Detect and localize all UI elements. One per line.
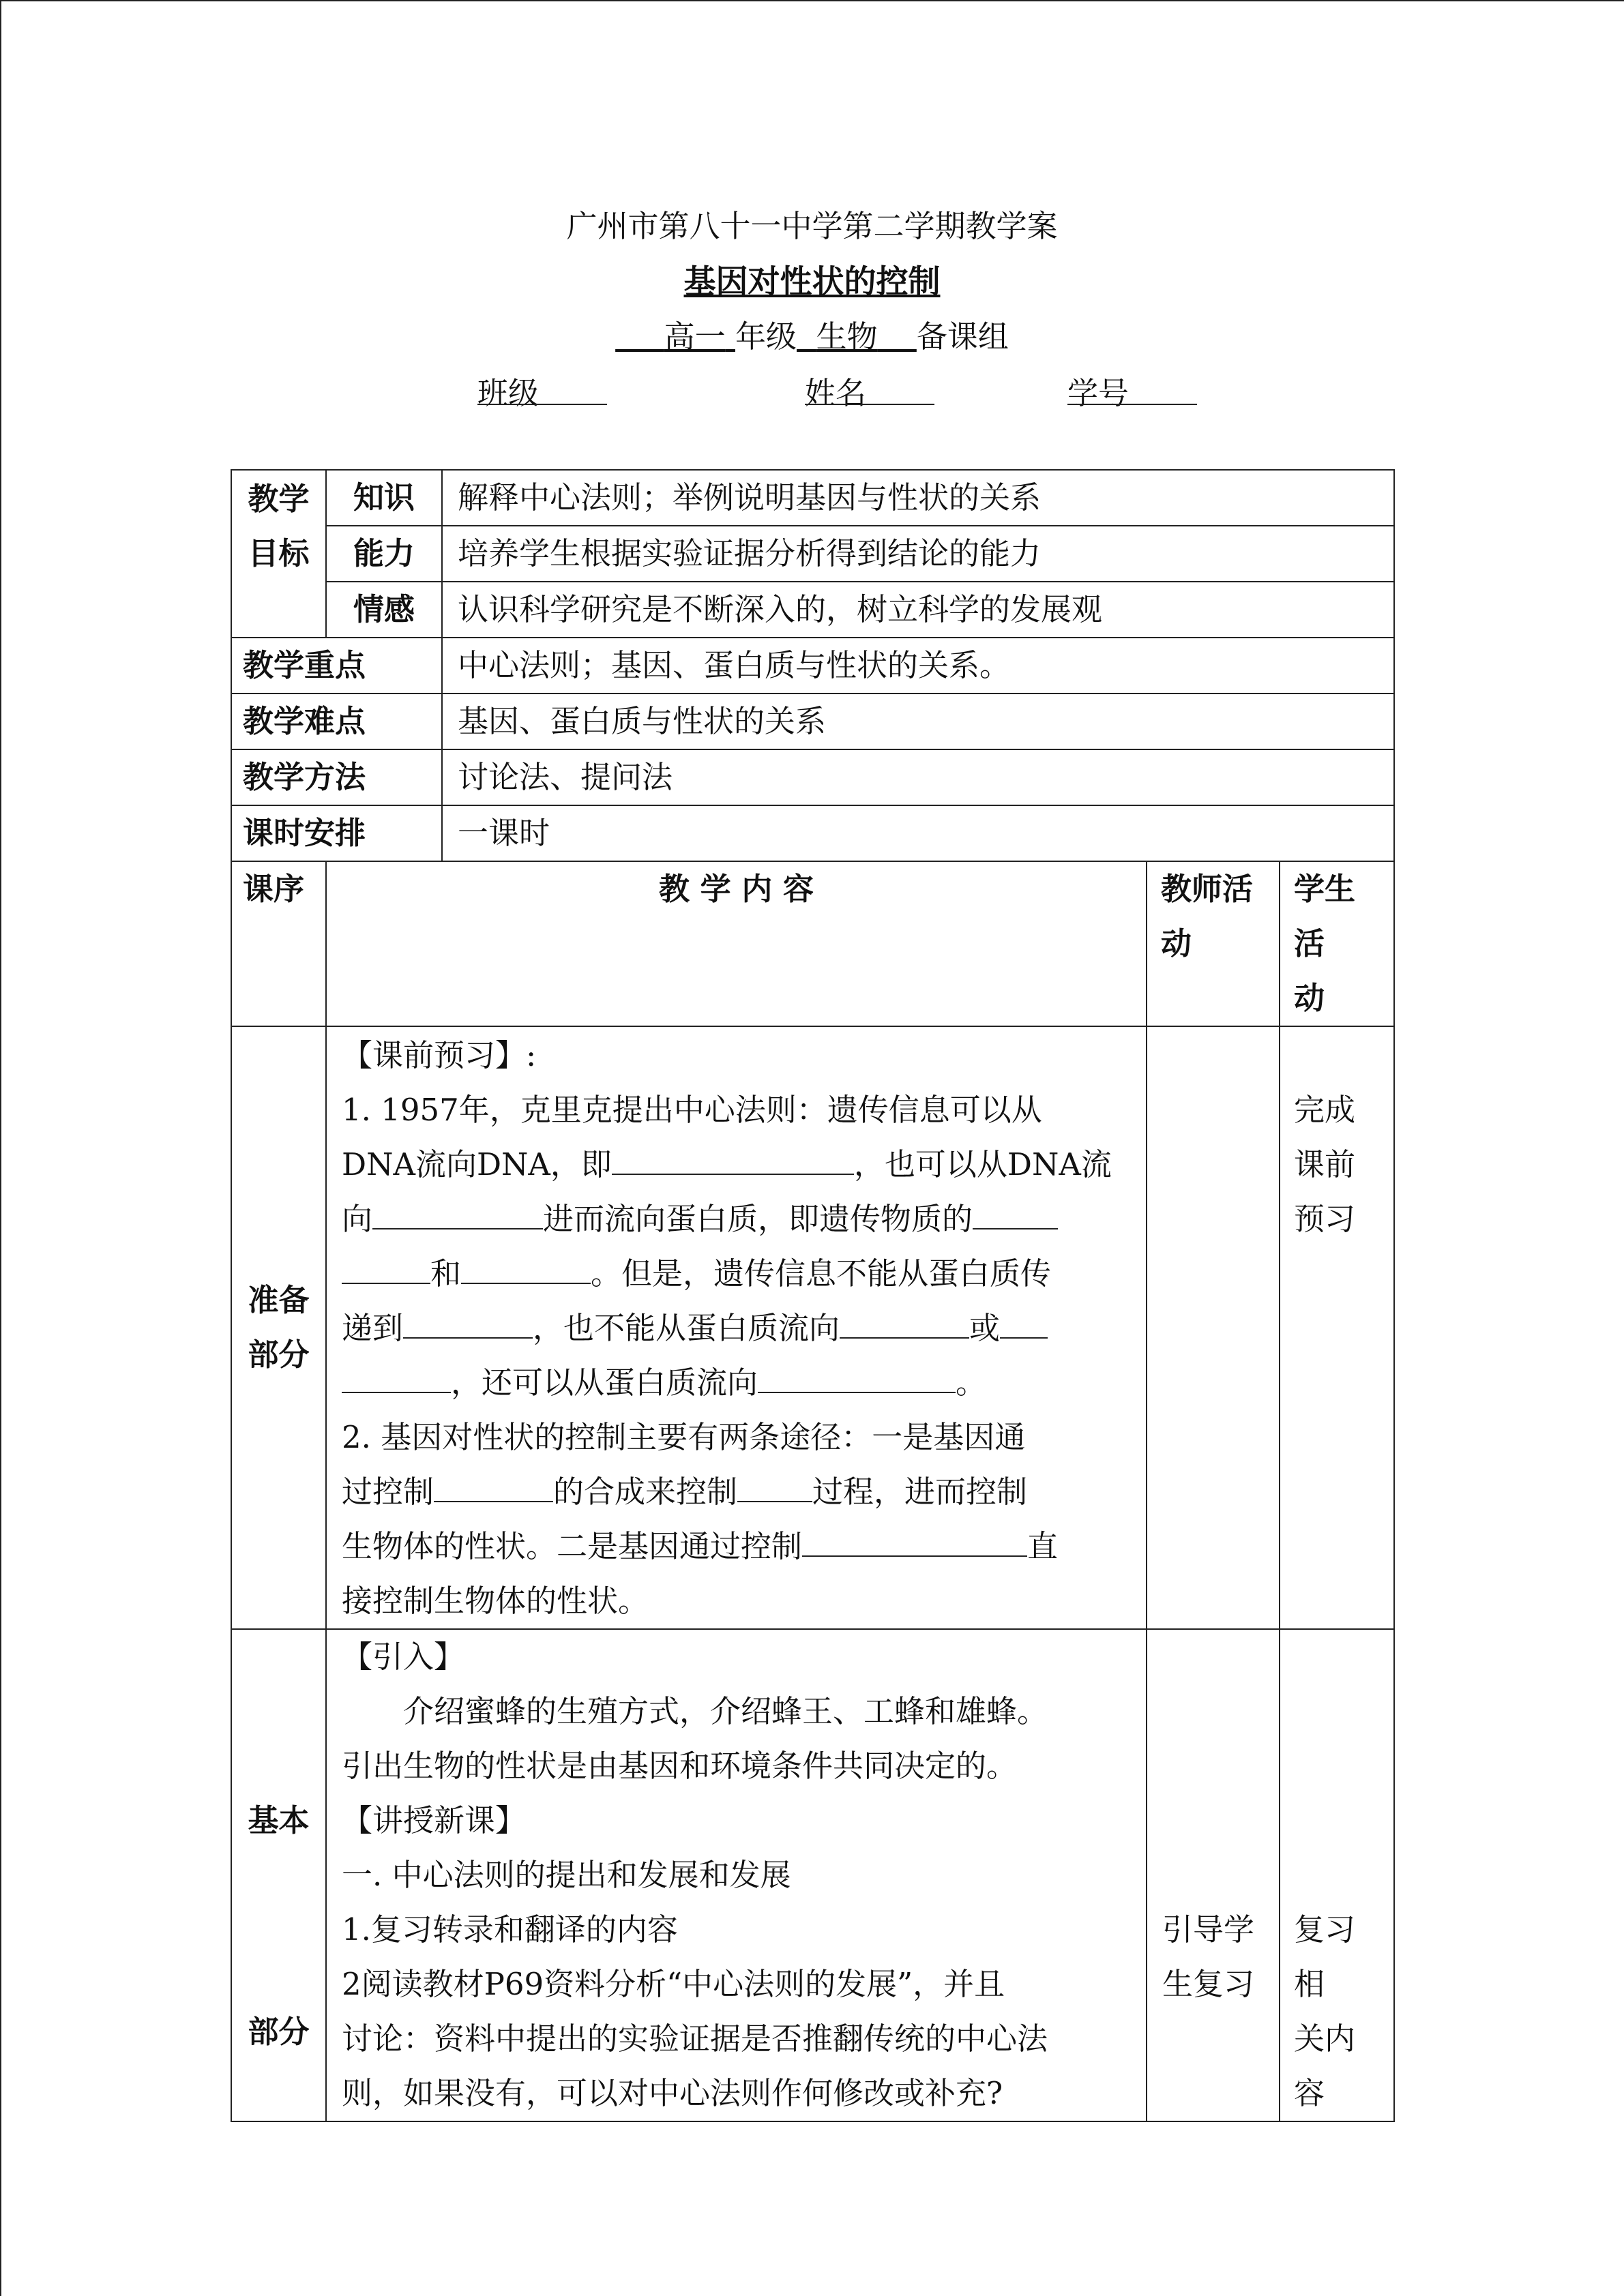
info-label: 教学难点 xyxy=(231,694,442,749)
fill-blank[interactable] xyxy=(612,1138,854,1175)
info-row-schedule xyxy=(231,805,1394,861)
basic-student-line: 关内容 xyxy=(1294,2021,1356,2111)
column-teacher-line-1: 教师活 xyxy=(1161,871,1254,907)
intro-line: 介绍蜜蜂的生殖方式，介绍蜂王、工蜂和雄蜂。 xyxy=(403,1693,1048,1729)
lecture-item: 1.复习转录和翻译的内容 xyxy=(342,1911,678,1948)
document-header xyxy=(0,205,1624,364)
fill-blank[interactable] xyxy=(758,1356,956,1393)
objective-row-knowledge xyxy=(231,470,1394,526)
column-student-line-2: 动 xyxy=(1294,980,1325,1016)
objectives-label xyxy=(231,470,326,638)
column-content: 教 学 内 容 xyxy=(326,861,1147,1026)
lesson-title: 基因对性状的控制 xyxy=(683,263,941,301)
prep-teacher-activity xyxy=(1147,1026,1280,1629)
prep-student-line: 完成 xyxy=(1294,1092,1356,1128)
info-label: 课时安排 xyxy=(231,805,442,861)
prep-label-line-1: 准备 xyxy=(248,1282,310,1318)
section-heading: 一. 中心法则的提出和发展和发展 xyxy=(342,1857,791,1893)
grade-subject-line xyxy=(0,310,1624,364)
objective-text: 认识科学研究是不断深入的，树立科学的发展观 xyxy=(442,582,1394,638)
basic-label-line-2: 部分 xyxy=(248,2014,310,2050)
prep-line: 1. 1957年，克里克提出中心法则：遗传信息可以从 xyxy=(342,1092,1042,1128)
fill-blank[interactable] xyxy=(802,1520,1027,1557)
prep-line: DNA流向DNA，即 ，也可以从DNA流 xyxy=(342,1137,1131,1192)
prep-line: 过控制 的合成来控制 过程，进而控制 xyxy=(342,1465,1131,1519)
basic-student-line: 复习相 xyxy=(1294,1911,1356,2002)
prep-student-line: 预习 xyxy=(1294,1201,1356,1237)
fill-blank[interactable] xyxy=(342,1247,430,1284)
info-row-key-points xyxy=(231,638,1394,694)
basic-label-line-1: 基本 xyxy=(248,1802,310,1838)
subject-value: 生物 xyxy=(816,318,878,355)
prep-student-activity xyxy=(1280,1026,1394,1629)
info-text: 中心法则；基因、蛋白质与性状的关系。 xyxy=(442,638,1394,694)
prep-student-line: 课前 xyxy=(1294,1146,1356,1182)
grade-label: 年级 xyxy=(735,318,797,355)
objectives-label-line-2: 目标 xyxy=(248,535,310,571)
prep-line: 向 进而流向蛋白质，即遗传物质的 xyxy=(342,1192,1131,1247)
prep-line: 和 。但是，遗传信息不能从蛋白质传 xyxy=(342,1247,1131,1301)
objective-row-emotion xyxy=(231,582,1394,638)
basic-teacher-activity xyxy=(1147,1629,1280,2121)
info-row-difficulties xyxy=(231,694,1394,749)
prep-section-row xyxy=(231,1026,1394,1629)
prep-line: 递到 ，也不能从蛋白质流向 或 xyxy=(342,1301,1131,1356)
prep-content xyxy=(326,1026,1147,1629)
grade-value: 高一 xyxy=(664,318,726,355)
basic-content xyxy=(326,1629,1147,2121)
objective-text: 解释中心法则；举例说明基因与性状的关系 xyxy=(442,470,1394,526)
basic-section-label xyxy=(231,1629,326,2121)
fill-blank[interactable] xyxy=(403,1302,533,1339)
basic-section-row xyxy=(231,1629,1394,2121)
info-text: 基因、蛋白质与性状的关系 xyxy=(442,694,1394,749)
objective-row-ability xyxy=(231,526,1394,582)
school-title: 广州市第八十一中学第二学期教学案 xyxy=(566,208,1058,244)
prep-heading: 【课前预习】: xyxy=(342,1037,537,1073)
prep-line: 接控制生物体的性状。 xyxy=(342,1583,649,1619)
fill-blank[interactable] xyxy=(372,1193,543,1229)
lecture-item: 则，如果没有，可以对中心法则作何修改或补充? xyxy=(342,2075,1003,2111)
info-text: 一课时 xyxy=(442,805,1394,861)
group-label: 备课组 xyxy=(916,318,1009,355)
column-teacher-line-2: 动 xyxy=(1161,925,1192,961)
info-row-methods xyxy=(231,749,1394,805)
intro-line: 引出生物的性状是由基因和环境条件共同决定的。 xyxy=(342,1748,1018,1784)
prep-line: 生物体的性状。二是基因通过控制 直 xyxy=(342,1519,1131,1574)
objective-type: 能力 xyxy=(326,526,442,582)
fill-blank[interactable] xyxy=(1000,1302,1048,1339)
prep-line: 2. 基因对性状的控制主要有两条途径：一是基因通 xyxy=(342,1419,1026,1455)
info-text: 讨论法、提问法 xyxy=(442,749,1394,805)
lecture-heading: 【讲授新课】 xyxy=(342,1802,527,1838)
column-order: 课序 xyxy=(231,861,326,1026)
objective-text: 培养学生根据实验证据分析得到结论的能力 xyxy=(442,526,1394,582)
basic-student-activity xyxy=(1280,1629,1394,2121)
objective-type: 知识 xyxy=(326,470,442,526)
fill-blank[interactable] xyxy=(973,1193,1058,1229)
objectives-label-line-1: 教学 xyxy=(248,481,310,517)
fill-blank[interactable] xyxy=(461,1247,591,1284)
column-student-line-1: 学生活 xyxy=(1294,871,1356,961)
intro-heading: 【引入】 xyxy=(342,1639,465,1675)
info-label: 教学重点 xyxy=(231,638,442,694)
basic-teacher-line: 生复习 xyxy=(1162,1966,1255,2002)
column-student xyxy=(1280,861,1394,1026)
lesson-plan-table xyxy=(231,469,1395,2122)
objective-type: 情感 xyxy=(326,582,442,638)
column-teacher xyxy=(1147,861,1280,1026)
lecture-item: 2阅读教材P69资料分析“中心法则的发展”，并且 xyxy=(342,1966,1005,2002)
prep-line: ，还可以从蛋白质流向 。 xyxy=(342,1356,1131,1410)
lecture-item: 讨论：资料中提出的实验证据是否推翻传统的中心法 xyxy=(342,2021,1048,2057)
fill-blank[interactable] xyxy=(737,1465,812,1502)
basic-teacher-line: 引导学 xyxy=(1162,1911,1255,1948)
fill-blank[interactable] xyxy=(342,1356,451,1393)
column-header-row xyxy=(231,861,1394,1026)
info-label: 教学方法 xyxy=(231,749,442,805)
prep-label-line-2: 部分 xyxy=(248,1337,310,1373)
fill-blank[interactable] xyxy=(434,1465,553,1502)
prep-section-label xyxy=(231,1026,326,1629)
fill-blank[interactable] xyxy=(840,1302,969,1339)
